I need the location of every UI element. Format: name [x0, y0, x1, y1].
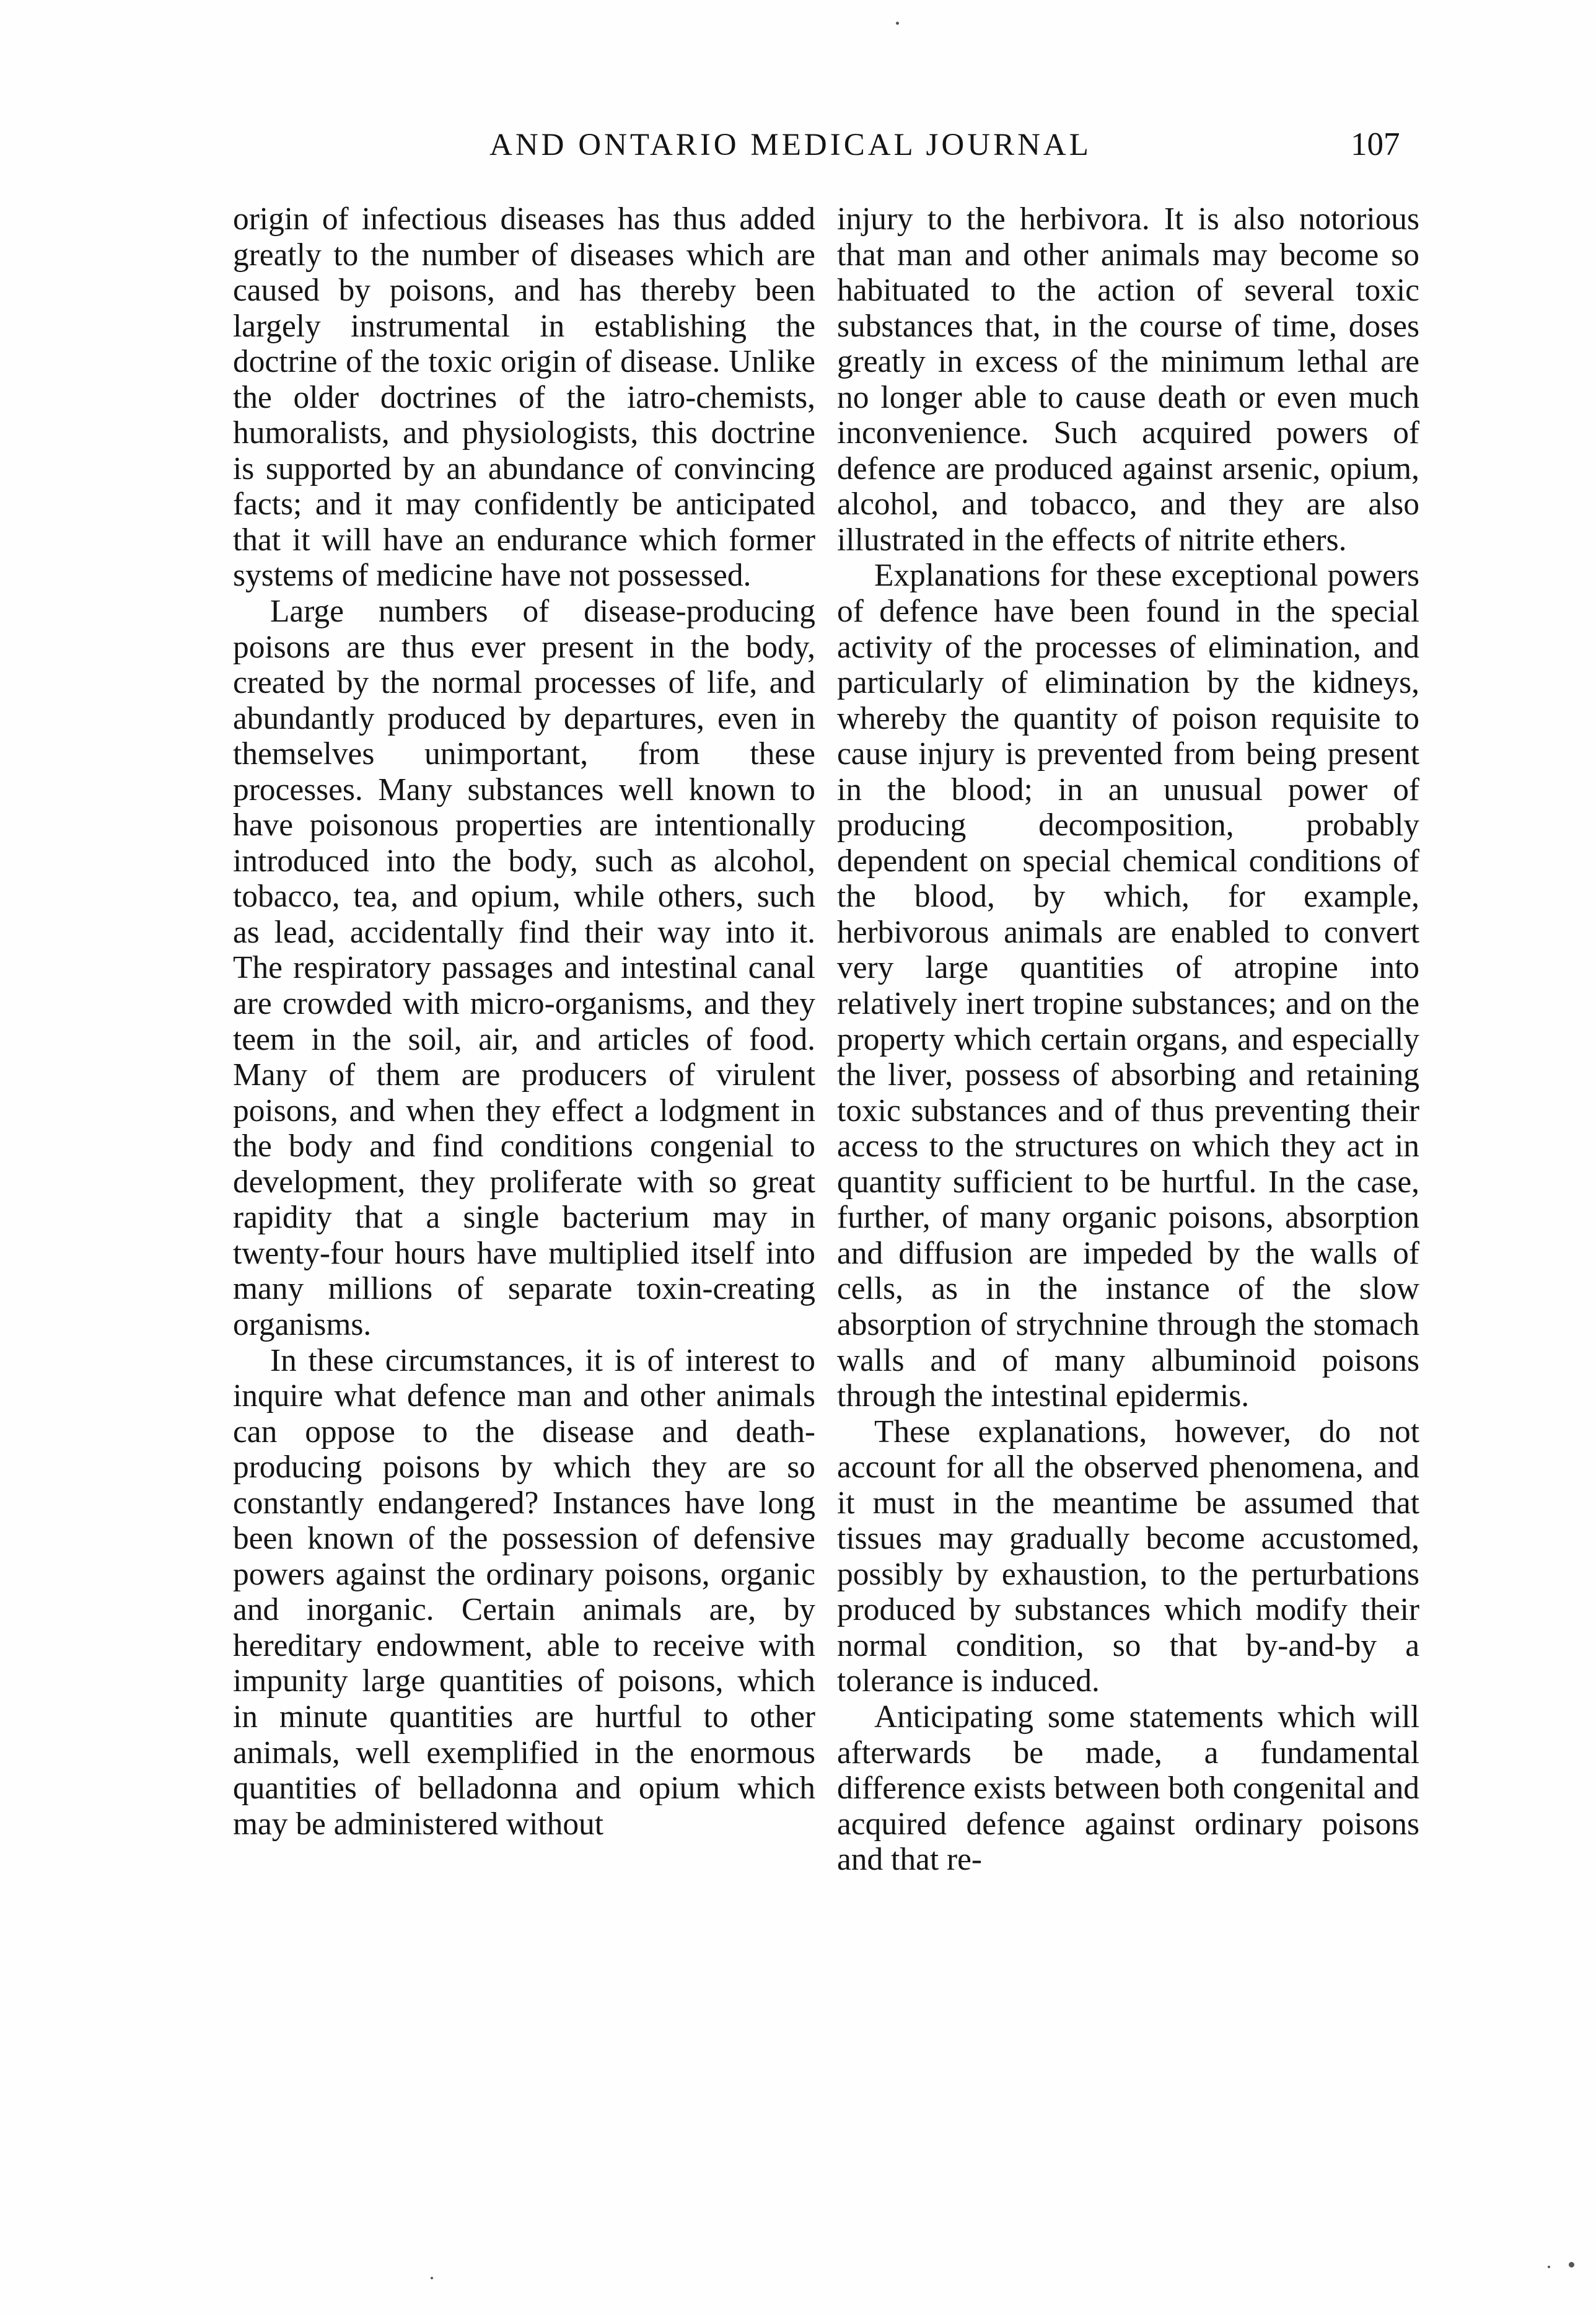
scan-speck [896, 22, 899, 25]
page-number: 107 [1351, 126, 1400, 162]
paragraph: These explanations, however, do not account for all the observed phenomena, and it must in the meantime be assumed that tissues may gradually become accustomed, possibly by exhaustion, to the perturbations produced by substances which modify their normal condition, so that by-and-by a tolerance is induced. [837, 1414, 1419, 1699]
paragraph: injury to the herbivora. It is also notorious that man and other animals may become so habituated to the action of several toxic substances that, in the course of time, doses greatly in excess of the minimum lethal are no longer able to cause death or even much inconvenience. Such acquired powers of defence are produced against arsenic, opium, alcohol, and tobacco, and they are also illustrated in the effects of nitrite ethers. [837, 201, 1419, 558]
paragraph: Large numbers of disease-producing poisons are thus ever present in the body, created by the normal processes of life, and abundantly produced by departures, even in themselves unimportant, from these processes. Many substances well known to have poisonous properties are intentionally introduced into the body, such as alcohol, tobacco, tea, and opium, while others, such as lead, accidentally find their way into it. The respiratory passages and intestinal canal are crowded with micro-organisms, and they teem in the soil, air, and articles of food. Many of them are producers of virulent poisons, and when they effect a lodgment in the body and find conditions congenial to development, they proliferate with so great rapidity that a single bacterium may in twenty-four hours have multiplied itself into many millions of separate toxin-creating organisms. [233, 594, 815, 1342]
scan-speck [431, 2277, 433, 2279]
paragraph: origin of infectious diseases has thus added greatly to the number of diseases which are caused by poisons, and has thereby been largely instrumental in establishing the doctrine of the toxic origin of disease. Unlike the older doctrines of the iatro-chemists, humoralists, and physiologists, this doctrine is supported by an abundance of convincing facts; and it may confidently be anticipated that it will have an endurance which former systems of medicine have not possessed. [233, 201, 815, 594]
paragraph: Explanations for these exceptional powers of defence have been found in the special activity of the processes of elimination, and particularly of elimination by the kidneys, whereby the quantity of poison requisite to cause injury is prevented from being present in the blood; in an unusual power of producing decomposition, probably dependent on special chemical conditions of the blood, by which, for example, herbivorous animals are enabled to convert very large quantities of atropine into relatively inert tropine substances; and on the property which certain organs, and especially the liver, possess of absorbing and retaining toxic substances and of thus preventing their access to the structures on which they act in quantity sufficient to be hurtful. In the case, further, of many organic poisons, absorption and diffusion are impeded by the walls of cells, as in the instance of the slow absorption of strychnine through the stomach walls and of many albuminoid poisons through the intestinal epidermis. [837, 558, 1419, 1414]
paragraph: In these circumstances, it is of interest to inquire what defence man and other animals can oppose to the disease and death-producing poisons by which they are so constantly endangered? Instances have long been known of the possession of defensive powers against the ordinary poisons, organic and inorganic. Certain animals are, by hereditary endowment, able to receive with impunity large quantities of poisons, which in minute quantities are hurtful to other animals, well exemplified in the enormous quantities of belladonna and opium which may be administered without [233, 1342, 815, 1842]
scan-speck [1548, 2266, 1550, 2268]
left-column [233, 201, 815, 1842]
right-column [837, 201, 1419, 1878]
paragraph: Anticipating some statements which will afterwards be made, a fundamental difference exists between both congenital and acquired defence against ordinary poisons and that re- [837, 1699, 1419, 1878]
running-head-title: AND ONTARIO MEDICAL JOURNAL [489, 128, 1092, 162]
scan-speck [1569, 2262, 1574, 2268]
